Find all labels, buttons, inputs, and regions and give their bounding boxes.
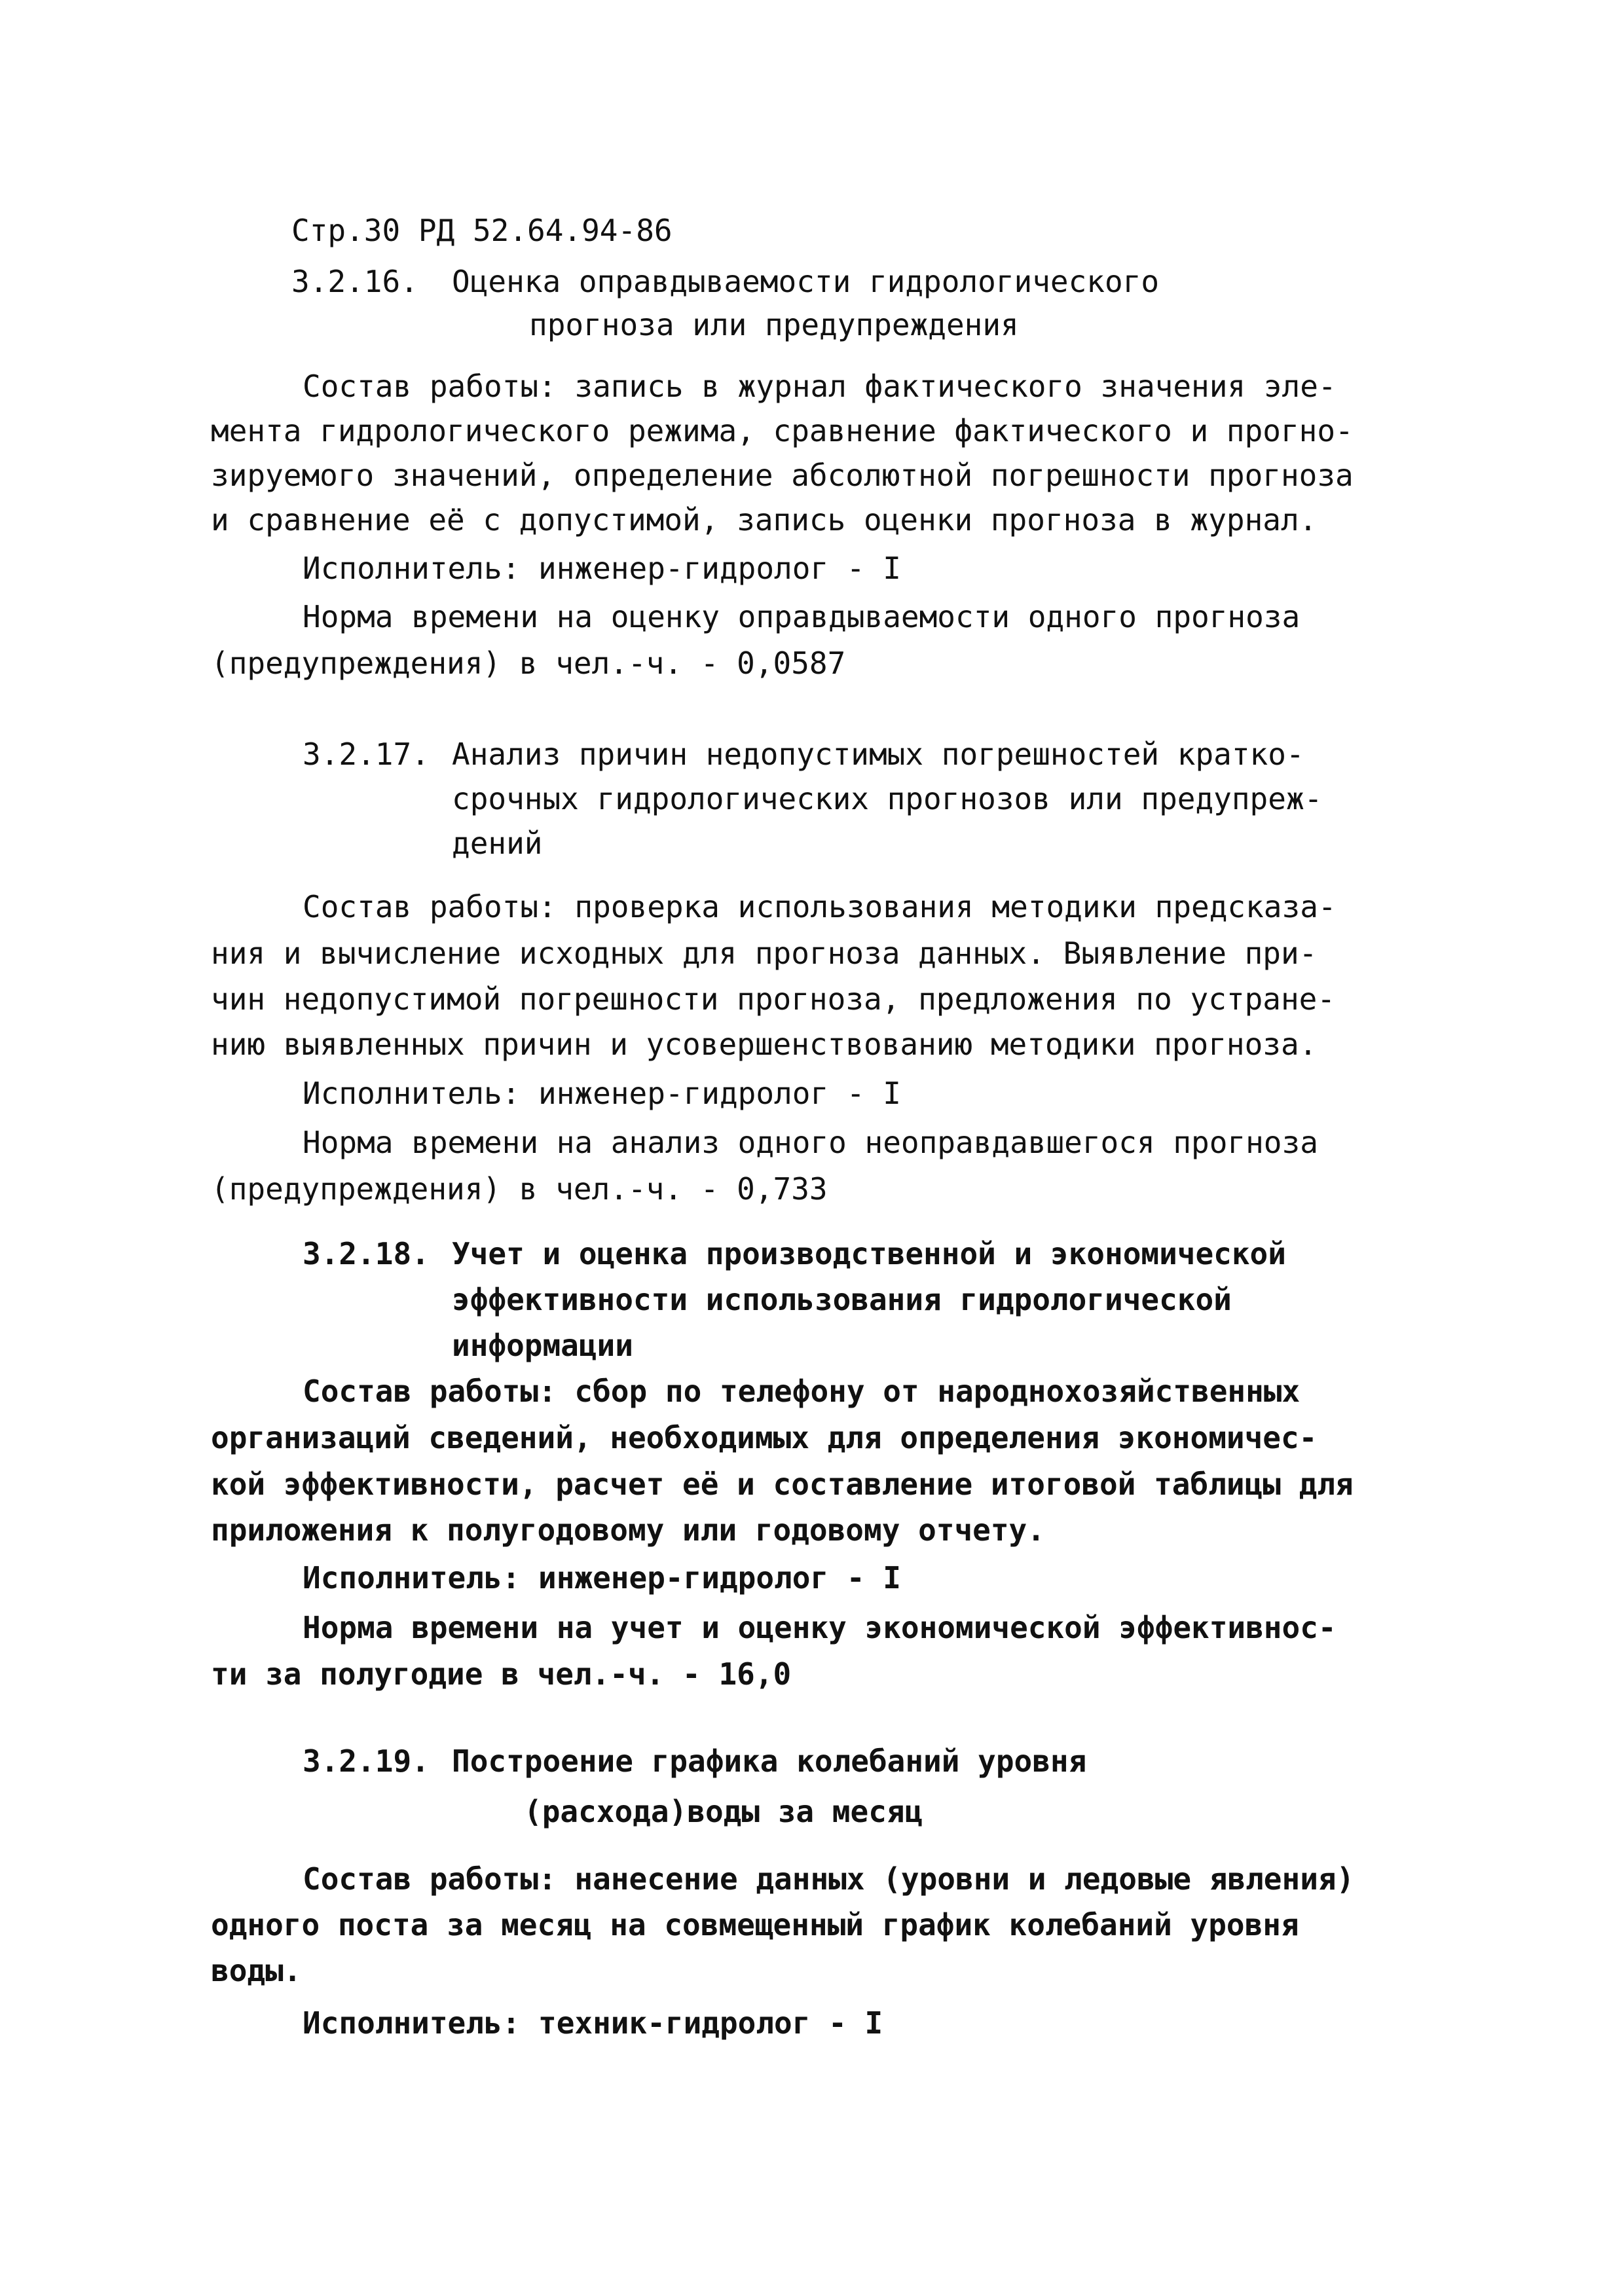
section-3-2-17-norm-line: (предупреждения) в чел.-ч. - 0,733	[211, 1171, 828, 1207]
section-3-2-16-title-line: Оценка оправдываемости гидрологического	[452, 264, 1160, 299]
section-3-2-18-executor: Исполнитель: инженер-гидролог - I	[303, 1560, 901, 1595]
section-3-2-19-composition-line: одного поста за месяц на совмещенный график колебаний уровня	[211, 1907, 1299, 1942]
section-3-2-19-executor: Исполнитель: техник-гидролог - I	[303, 2005, 883, 2041]
page-header: Стр.30 РД 52.64.94-86	[291, 213, 673, 248]
section-3-2-19-number: 3.2.19.	[303, 1743, 430, 1779]
section-3-2-17-executor: Исполнитель: инженер-гидролог - I	[303, 1076, 901, 1111]
section-3-2-16-norm-line: Норма времени на оценку оправдываемости одного прогноза	[303, 599, 1301, 634]
section-3-2-18-title-line: Учет и оценка производственной и экономической	[452, 1236, 1286, 1271]
section-3-2-19-composition-line: Состав работы: нанесение данных (уровни и ледовые явления)	[303, 1861, 1355, 1897]
section-3-2-16-number: 3.2.16.	[291, 264, 418, 299]
section-3-2-16-executor: Исполнитель: инженер-гидролог - I	[303, 551, 901, 586]
section-3-2-17-title-line: Анализ причин недопустимых погрешностей кратко-	[452, 737, 1304, 772]
section-3-2-17-composition-line: нию выявленных причин и усовершенствованию методики прогноза.	[211, 1027, 1318, 1062]
section-3-2-16-title-line: прогноза или предупреждения	[529, 307, 1019, 342]
section-3-2-17-norm-line: Норма времени на анализ одного неоправдавшегося прогноза	[303, 1125, 1318, 1160]
section-3-2-17-composition-line: Состав работы: проверка использования методики предсказа-	[303, 889, 1337, 924]
section-3-2-17-number: 3.2.17.	[303, 737, 430, 772]
section-3-2-16-composition-line: и сравнение её с допустимой, запись оценки прогноза в журнал.	[211, 502, 1318, 538]
section-3-2-16-composition-line: мента гидрологического режима, сравнение фактического и прогно-	[211, 413, 1354, 448]
section-3-2-18-composition-line: Состав работы: сбор по телефону от народнохозяйственных	[303, 1374, 1301, 1409]
section-3-2-18-number: 3.2.18.	[303, 1236, 430, 1271]
section-3-2-17-title-line: срочных гидрологических прогнозов или предупреж-	[452, 781, 1323, 816]
section-3-2-18-title-line: эффективности использования гидрологической	[452, 1282, 1232, 1317]
section-3-2-19-title-line: Построение графика колебаний уровня	[452, 1743, 1087, 1779]
section-3-2-18-norm-line: ти за полугодие в чел.-ч. - 16,0	[211, 1656, 792, 1692]
section-3-2-16-norm-line: (предупреждения) в чел.-ч. - 0,0587	[211, 646, 846, 681]
section-3-2-19-composition-line: воды.	[211, 1953, 302, 1988]
section-3-2-17-composition-line: ния и вычисление исходных для прогноза данных. Выявление при-	[211, 936, 1318, 971]
section-3-2-17-title-line: дений	[452, 826, 543, 861]
section-3-2-16-composition-line: Состав работы: запись в журнал фактического значения эле-	[303, 369, 1337, 404]
section-3-2-18-composition-line: организаций сведений, необходимых для определения экономичес-	[211, 1420, 1318, 1455]
section-3-2-16-composition-line: зируемого значений, определение абсолютной погрешности прогноза	[211, 458, 1354, 493]
section-3-2-18-title-line: информации	[452, 1328, 633, 1363]
section-3-2-19-title-line: (расхода)воды за месяц	[524, 1794, 923, 1829]
section-3-2-18-composition-line: приложения к полугодовому или годовому отчету.	[211, 1512, 1045, 1548]
section-3-2-17-composition-line: чин недопустимой погрешности прогноза, предложения по устране-	[211, 981, 1336, 1017]
section-3-2-18-composition-line: кой эффективности, расчет её и составление итоговой таблицы для	[211, 1467, 1354, 1502]
section-3-2-18-norm-line: Норма времени на учет и оценку экономической эффективнос-	[303, 1610, 1337, 1645]
